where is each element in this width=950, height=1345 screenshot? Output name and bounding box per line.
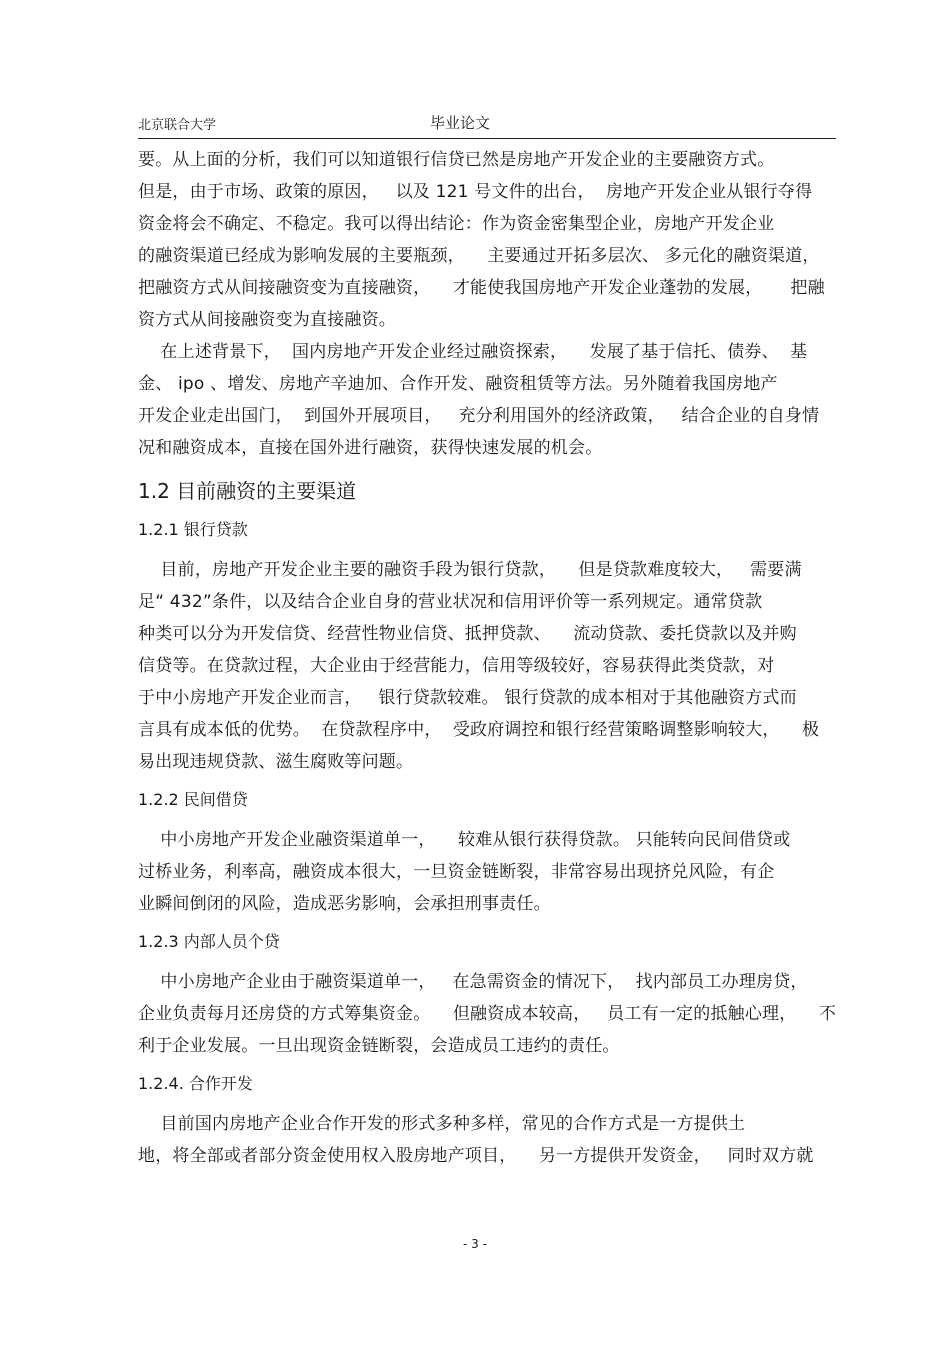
page-number: - 3 -	[463, 1237, 487, 1251]
text-line: 的融资渠道已经成为影响发展的主要瓶颈， 主要通过开拓多层次、 多元化的融资渠道，	[138, 246, 820, 266]
text-line: 地，将全部或者部分资金使用权入股房地产项目， 另一方提供开发资金， 同时双方就	[138, 1146, 814, 1166]
paragraph-6	[138, 1108, 836, 1172]
text-line: 资金将会不确定、不稳定。我可以得出结论：作为资金密集型企业，房地产开发企业	[138, 214, 775, 234]
text-line: 目前，房地产开发企业主要的融资手段为银行贷款， 但是贷款难度较大， 需要满	[138, 560, 802, 580]
text-line: 过桥业务，利率高，融资成本很大，一旦资金链断裂，非常容易出现挤兑风险，有企	[138, 862, 775, 882]
text-line: 易出现违规贷款、滋生腐败等问题。	[138, 752, 414, 772]
text-line: 资方式从间接融资变为直接融资。	[138, 310, 396, 330]
text-line: 开发企业走出国门， 到国外开展项目， 充分利用国外的经济政策， 结合企业的自身情	[138, 406, 820, 426]
text-line: 但是，由于市场、政策的原因， 以及 121 号文件的出台， 房地产开发企业从银行夺得	[138, 182, 813, 202]
subsection-heading-joint-development: 1.2.4. 合作开发	[138, 1074, 253, 1093]
text-line: 把融资方式从间接融资变为直接融资， 才能使我国房地产开发企业蓬勃的发展， 把融	[138, 278, 825, 298]
text-line: 言具有成本低的优势。 在贷款程序中， 受政府调控和银行经营策略调整影响较大， 极	[138, 720, 820, 740]
header-school: 北京联合大学	[138, 118, 217, 133]
text-line: 企业负责每月还房贷的方式筹集资金。 但融资成本较高， 员工有一定的抵触心理， 不	[138, 1004, 837, 1024]
text-line: 金、 ipo 、增发、房地产辛迪加、合作开发、融资租赁等方法。另外随着我国房地产	[138, 374, 778, 394]
text-line: 足“ 432”条件，以及结合企业自身的营业状况和信用评价等一系列规定。通常贷款	[138, 592, 763, 612]
text-line: 况和融资成本，直接在国外进行融资，获得快速发展的机会。	[138, 438, 603, 458]
paragraph-2	[138, 336, 836, 464]
page-header	[138, 110, 836, 139]
text-line: 要。从上面的分析，我们可以知道银行信贷已然是房地产开发企业的主要融资方式。	[138, 150, 775, 170]
text-line: 业瞬间倒闭的风险，造成恶劣影响，会承担刑事责任。	[138, 894, 551, 914]
paragraph-1	[138, 144, 836, 336]
paragraph-3	[138, 554, 836, 778]
subsection-heading-bank-loans: 1.2.1 银行贷款	[138, 520, 248, 539]
text-line: 于中小房地产开发企业而言， 银行贷款较难。 银行贷款的成本相对于其他融资方式而	[138, 688, 797, 708]
text-line: 利于企业发展。一旦出现资金链断裂，会造成员工违约的责任。	[138, 1036, 620, 1056]
section-heading: 1.2 目前融资的主要渠道	[138, 479, 357, 503]
text-line: 信贷等。在贷款过程，大企业由于经营能力，信用等级较好，容易获得此类贷款，对	[138, 656, 775, 676]
paragraph-5	[138, 966, 836, 1062]
body-content	[138, 144, 836, 1172]
text-line: 在上述背景下， 国内房地产开发企业经过融资探索， 发展了基于信托、债券、 基	[138, 342, 808, 362]
header-doc-type: 毕业论文	[430, 114, 491, 132]
subsection-heading-staff-loans: 1.2.3 内部人员个贷	[138, 932, 280, 951]
text-line: 中小房地产开发企业融资渠道单一， 较难从银行获得贷款。 只能转向民间借贷或	[138, 830, 791, 850]
text-line: 中小房地产企业由于融资渠道单一， 在急需资金的情况下， 找内部员工办理房贷，	[138, 972, 808, 992]
subsection-heading-private-lending: 1.2.2 民间借贷	[138, 790, 248, 809]
text-line: 种类可以分为开发信贷、经营性物业信贷、抵押贷款、 流动贷款、委托贷款以及并购	[138, 624, 797, 644]
paragraph-4	[138, 824, 836, 920]
text-line: 目前国内房地产企业合作开发的形式多种多样，常见的合作方式是一方提供土	[138, 1114, 746, 1134]
